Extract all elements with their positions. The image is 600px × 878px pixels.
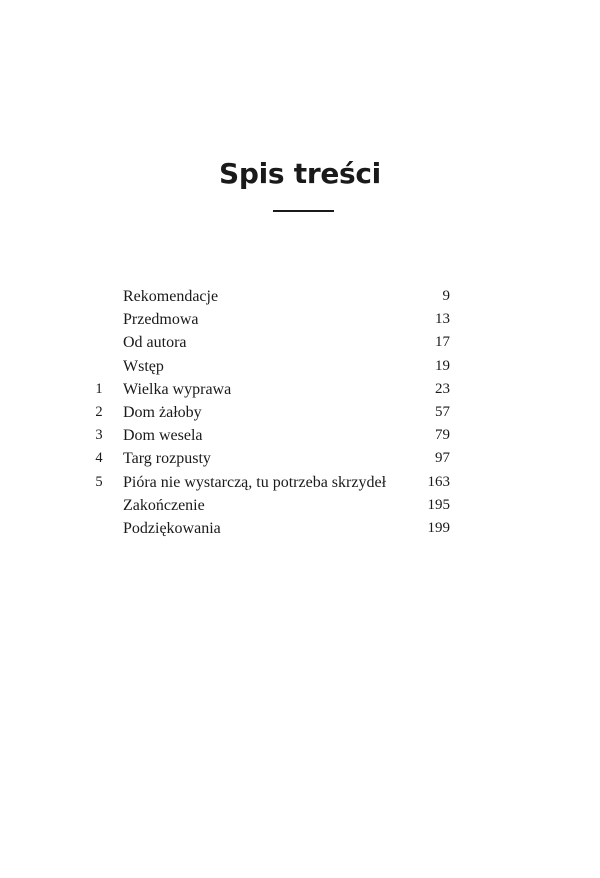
toc-entry [90,401,450,424]
page-title: Spis treści [219,157,381,190]
page-number: 79 [435,427,450,444]
toc-entry [90,308,450,331]
toc-entry [90,471,450,494]
toc-entry [90,447,450,470]
entry-title: Od autora [123,334,187,352]
page-number: 13 [435,311,450,328]
entry-title: Dom wesela [123,427,203,445]
page-number: 163 [427,473,450,490]
table-of-contents [90,285,450,540]
page-number: 17 [435,334,450,351]
toc-entry [90,494,450,517]
chapter-number: 1 [95,380,103,397]
page-number: 97 [435,450,450,467]
chapter-number: 2 [95,403,103,420]
entry-title: Pióra nie wystarczą, tu potrzeba skrzydeł [123,473,387,491]
chapter-number: 4 [95,450,103,467]
page-number: 9 [442,288,450,304]
toc-entry [90,285,450,308]
title-divider [273,210,334,212]
page-number: 57 [435,403,450,420]
entry-title: Dom żałoby [123,403,202,421]
entry-title: Zakończenie [123,496,205,514]
chapter-number: 5 [95,473,103,490]
entry-title: Wielka wyprawa [123,380,232,398]
toc-entry [90,355,450,378]
toc-entry [90,378,450,401]
entry-title: Rekomendacje [123,288,219,305]
page-number: 19 [435,357,450,374]
page-number: 195 [427,496,450,513]
page-number: 199 [427,519,450,536]
entry-title: Wstęp [123,357,164,375]
page-number: 23 [435,380,450,397]
chapter-number: 3 [95,427,103,444]
toc-entry [90,331,450,354]
toc-entry [90,517,450,540]
entry-title: Podziękowania [123,519,221,537]
entry-title: Targ rozpusty [123,450,211,468]
entry-title: Przedmowa [123,311,199,329]
toc-entry [90,424,450,447]
